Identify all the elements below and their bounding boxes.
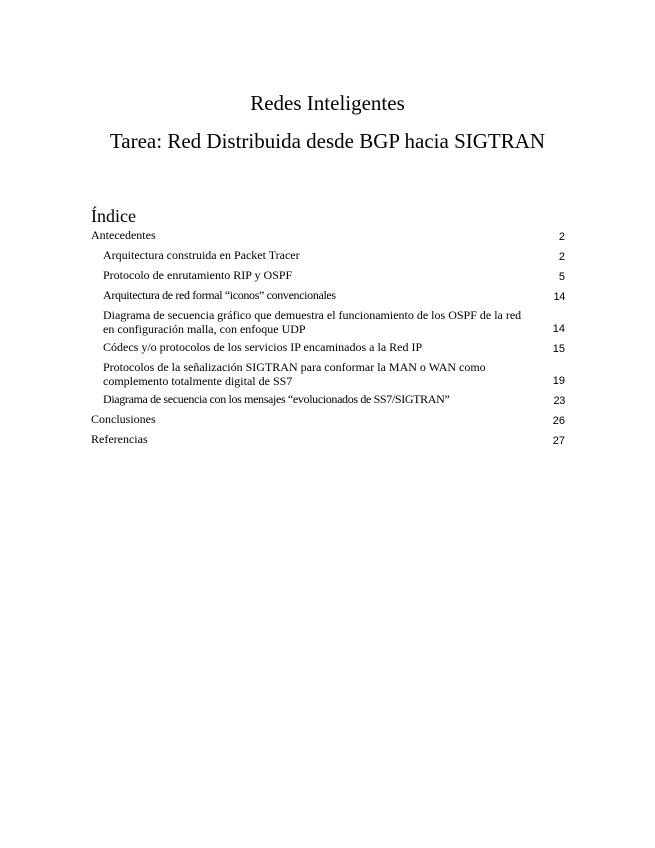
document-subtitle: Tarea: Red Distribuida desde BGP hacia SIGTRAN: [109, 129, 546, 153]
toc-entry-label: Diagrama de secuencia con los mensajes “evolucionados de SS7/SIGTRAN”: [103, 392, 450, 406]
toc-entry-page: 27: [552, 435, 565, 447]
toc-entry-page: 14: [553, 291, 565, 303]
toc-entry-rip-ospf[interactable]: [91, 268, 565, 288]
toc-entry-referencias[interactable]: [91, 432, 565, 452]
toc-heading: Índice: [91, 206, 136, 226]
toc-entry-label: Antecedentes: [91, 228, 156, 242]
toc-entry-page: 2: [558, 231, 565, 243]
toc-entry-diagrama-ospf[interactable]: [91, 308, 565, 340]
toc-entry-label: Conclusiones: [91, 412, 156, 426]
toc-entry-sigtran[interactable]: [91, 360, 565, 392]
toc-entry-label: Protocolo de enrutamiento RIP y OSPF: [103, 268, 293, 282]
toc-entry-label: Referencias: [91, 432, 148, 446]
toc-entry-page: 19: [552, 375, 565, 387]
toc-entry-page: 14: [552, 323, 565, 335]
toc-entry-page: 2: [558, 251, 565, 263]
toc-entry-codecs[interactable]: [91, 340, 565, 360]
toc-entry-page: 5: [558, 271, 565, 283]
toc-entry-label: Códecs y/o protocolos de los servicios IP encaminados a la Red IP: [103, 340, 423, 354]
toc-entry-packet-tracer[interactable]: [91, 248, 565, 268]
document-title: Redes Inteligentes: [250, 91, 405, 115]
toc-entry-arquitectura-formal[interactable]: [91, 288, 565, 308]
toc-entry-conclusiones[interactable]: [91, 412, 565, 432]
toc-entry-antecedentes[interactable]: [91, 228, 565, 248]
toc-entry-label: Diagrama de secuencia gráfico que demuestra el funcionamiento de los OSPF de la red en configuración malla, con enfoque UDP: [103, 308, 522, 336]
toc-entry-label: Protocolos de la señalización SIGTRAN para conformar la MAN o WAN como complemento totalmente digital de SS7: [103, 360, 486, 388]
toc-entry-page: 23: [553, 395, 565, 407]
table-of-contents: [91, 228, 565, 452]
toc-entry-page: 15: [552, 343, 565, 355]
toc-entry-label: Arquitectura de red formal “iconos” convencionales: [103, 288, 336, 302]
toc-entry-label: Arquitectura construida en Packet Tracer: [103, 248, 300, 262]
toc-entry-diagrama-ss7[interactable]: [91, 392, 565, 412]
toc-entry-page: 26: [552, 415, 565, 427]
